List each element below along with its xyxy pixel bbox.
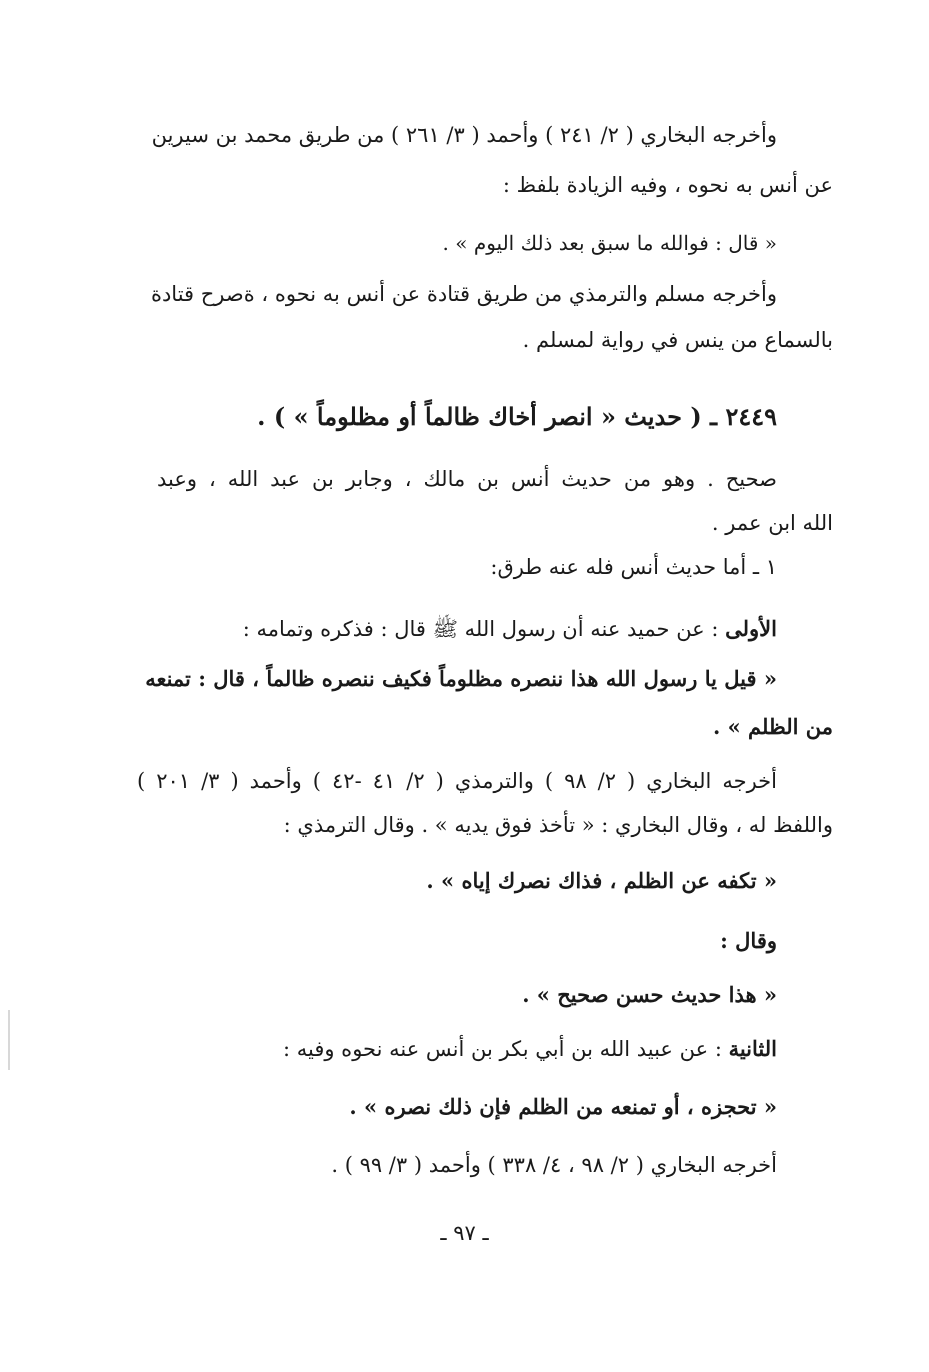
first-route-label: الأولى (725, 616, 777, 641)
text-line-4: وأخرجه مسلم والترمذي من طريق قتادة عن أنس به نحوه ، ةصرح قتادة (150, 282, 777, 306)
text-line-8: الله ابن عمر . (711, 511, 833, 535)
text-line-1: وأخرجه البخاري ( ٢/ ٢٤١ ) وأحمد ( ٣/ ٢٦١ ) من طريق محمد بن سيرين (151, 123, 777, 147)
text-line-9: ١ ـ أما حديث أنس فله عنه طرق: (490, 555, 777, 579)
quote-line-17: « هذا حديث حسن صحيح » . (522, 982, 777, 1007)
text-line-7: صحيح . وهو من حديث أنس بن مالك ، وجابر بن عبد الله ، وعبد (157, 467, 777, 491)
text-line-14: واللفظ له ، وقال البخاري : « تأخذ فوق يديه » . وقال الترمذي : (283, 813, 833, 837)
text-line-10 (243, 614, 777, 644)
text-line-16: وقال : (720, 928, 777, 953)
quote-line-19: « تحجزه ، أو تمنعه من الظلم فإن ذلك نصره » . (349, 1094, 777, 1119)
text-line-2: عن أنس به نحوه ، وفيه الزيادة بلفظ : (502, 173, 833, 197)
quote-line-12: من الظلم » . (713, 714, 833, 739)
first-route-text: : عن حميد عنه أن رسول الله ﷺ قال : فذكره وتمامه : (242, 617, 726, 641)
hadith-heading-2449: ٢٤٤٩ ـ ( حديث « انصر أخاك ظالماً أو مظلوماً » ) . (257, 402, 777, 431)
page-number: ـ ٩٧ ـ (440, 1221, 489, 1245)
text-line-18 (283, 1034, 777, 1064)
quote-line-15: « تكفه عن الظلم ، فذاك نصرك إياه » . (426, 868, 777, 893)
second-route-text: : عن عبيد الله بن أبي بكر بن أنس عنه نحوه وفيه : (282, 1037, 729, 1061)
quote-line-11: « قيل يا رسول الله هذا ننصره مظلوماً فكيف ننصره ظالماً ، قال : تمنعه (145, 666, 777, 691)
second-route-label: الثانية (728, 1036, 777, 1061)
text-line-20: أخرجه البخاري ( ٢/ ٩٨ ، ٤/ ٣٣٨ ) وأحمد ( ٣/ ٩٩ ) . (331, 1153, 777, 1177)
quote-line-3: « قال : فوالله ما سبق بعد ذلك اليوم » . (442, 231, 777, 255)
text-line-13: أخرجه البخاري ( ٢/ ٩٨ ) والترمذي ( ٢/ ٤١ -٤٢ ) وأحمد ( ٣/ ٢٠١ ) (137, 769, 777, 793)
scan-margin-mark (8, 1010, 10, 1070)
text-line-5: بالسماع من ينس في رواية لمسلم . (522, 328, 833, 352)
